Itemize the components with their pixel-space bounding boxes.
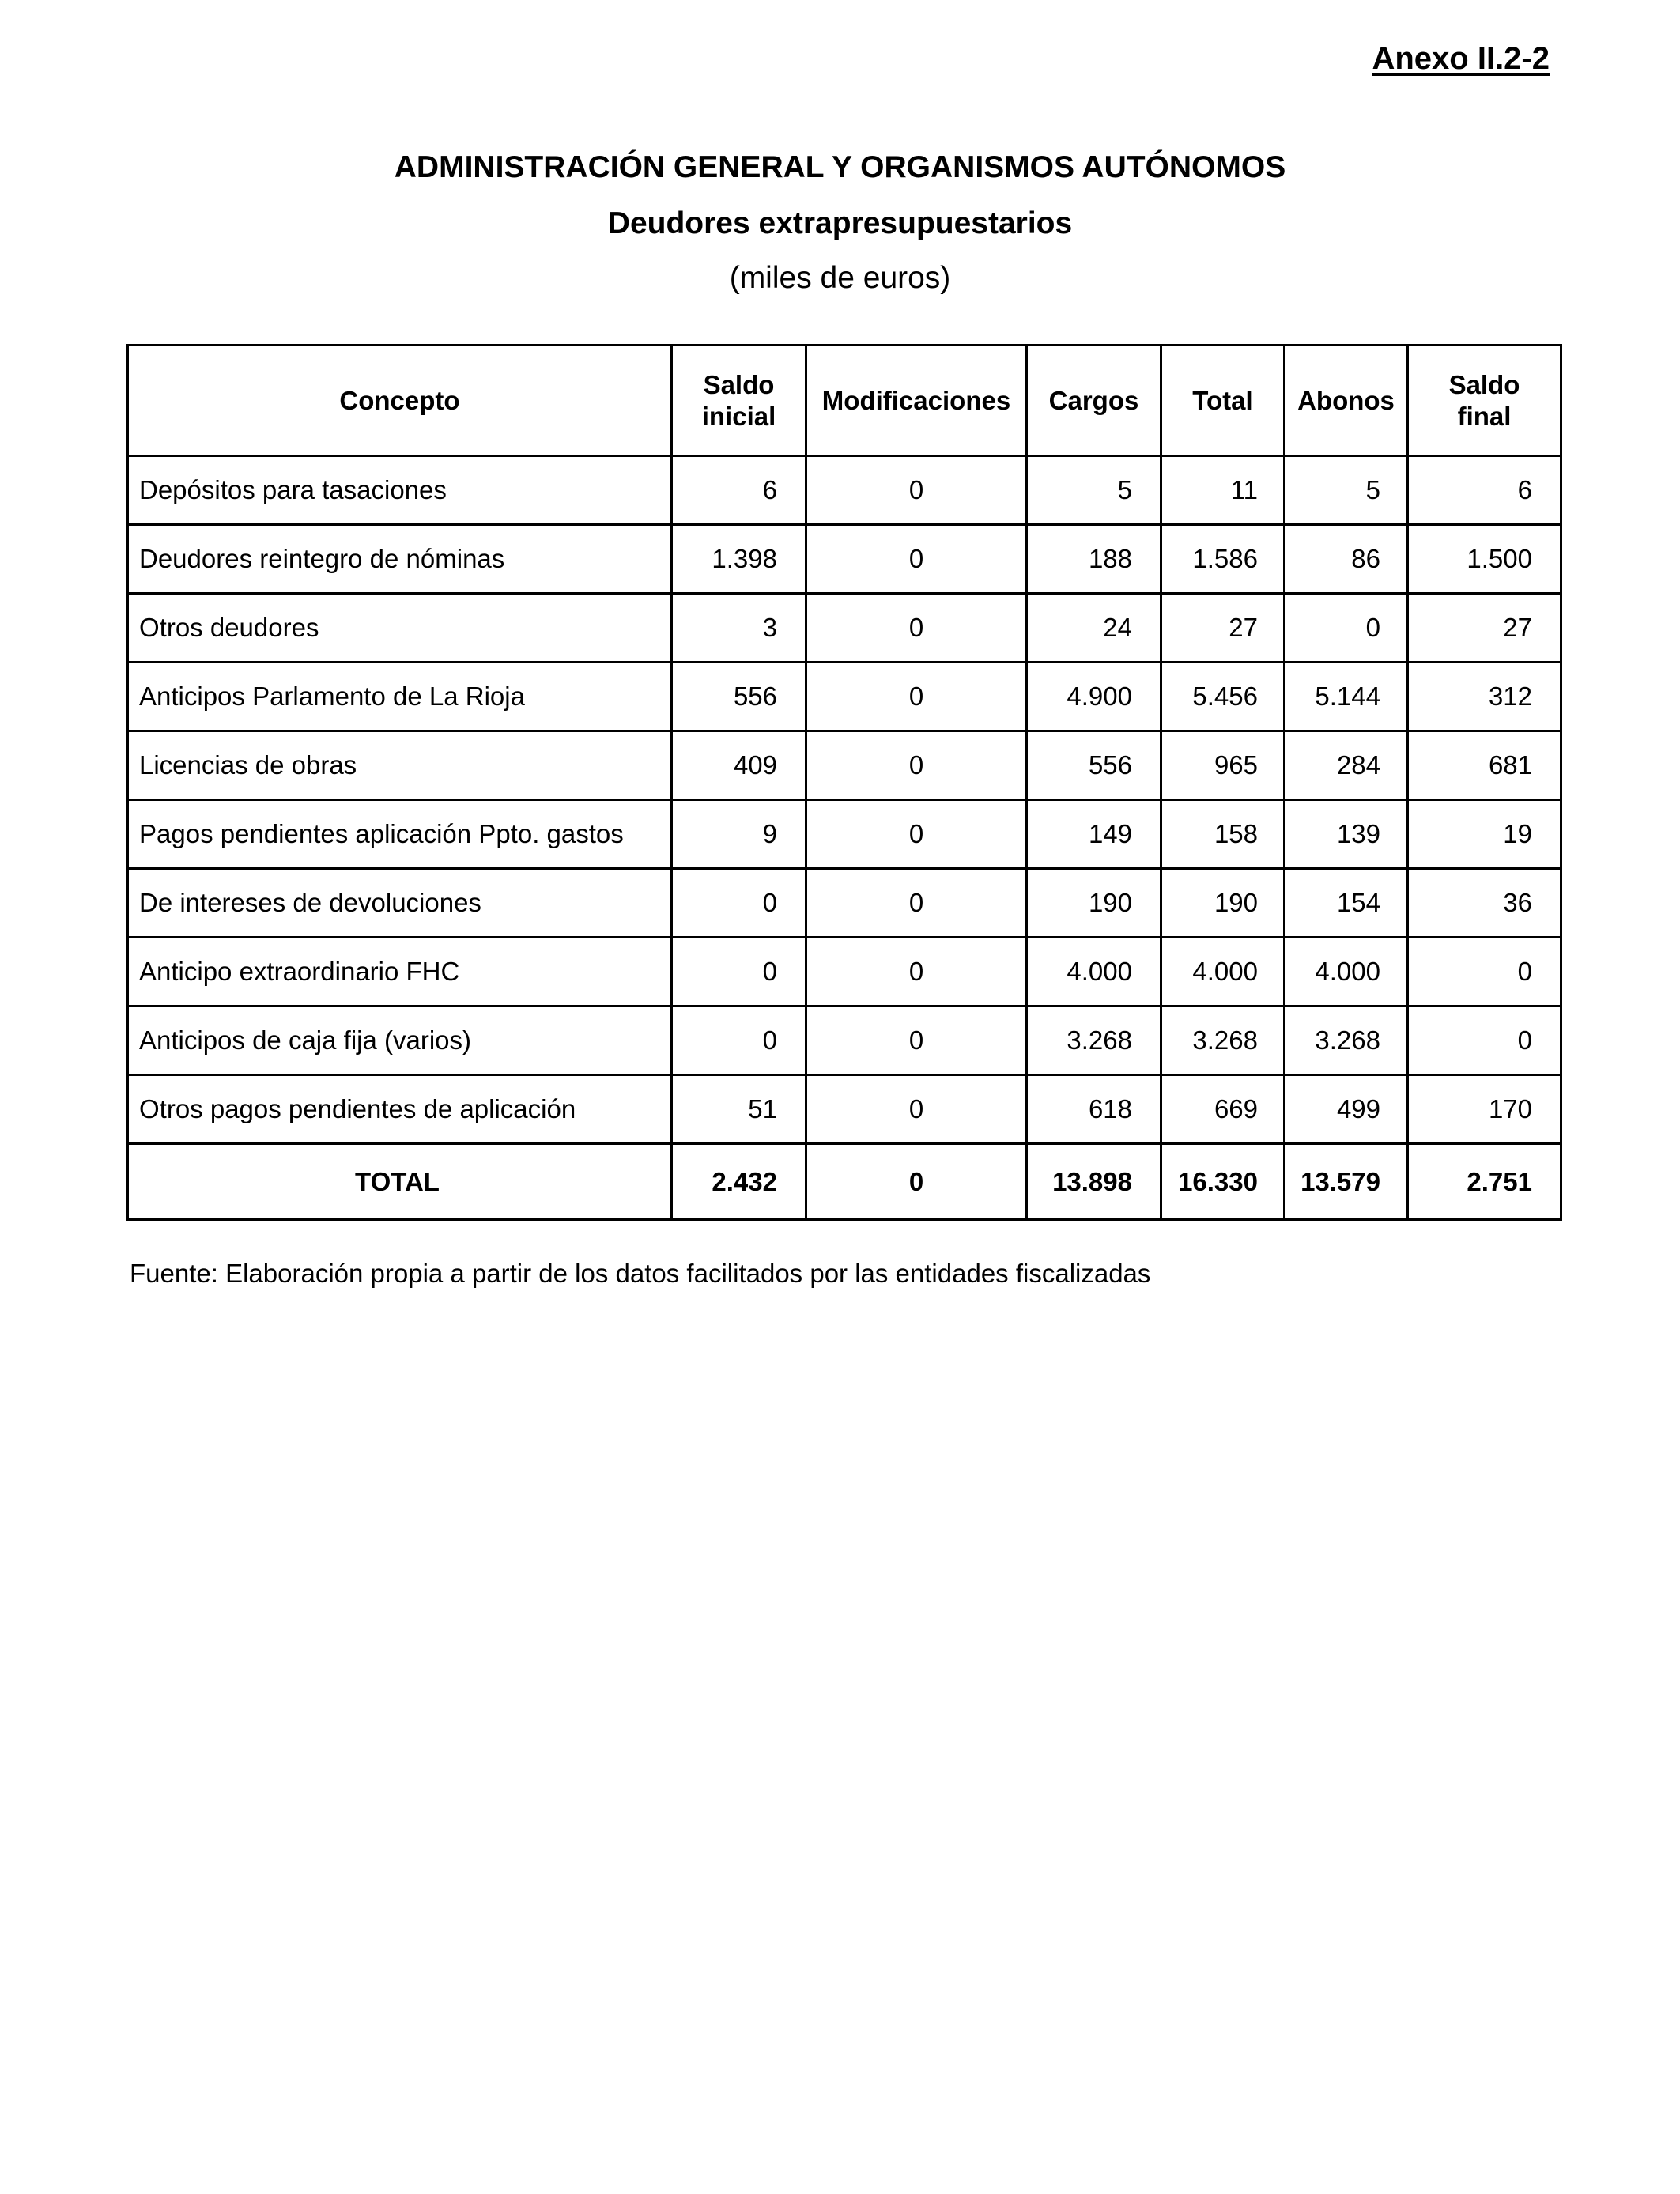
cell-credits: 3.268 [1285, 1006, 1408, 1075]
cell-modifications: 0 [806, 456, 1027, 525]
cell-credits: 284 [1285, 731, 1408, 800]
document-title: ADMINISTRACIÓN GENERAL Y ORGANISMOS AUTÓNOMOS [394, 150, 1286, 184]
cell-final: 1.500 [1408, 525, 1561, 594]
cell-final: 312 [1408, 663, 1561, 731]
header-initial-balance-line2: inicial [701, 401, 776, 431]
header-final-balance [1408, 346, 1561, 456]
cell-modifications: 0 [806, 594, 1027, 663]
cell-total: 5.456 [1161, 663, 1285, 731]
total-row [128, 1144, 1561, 1220]
cell-total: 669 [1161, 1075, 1285, 1144]
cell-charges: 188 [1027, 525, 1161, 594]
cell-credits: 5.144 [1285, 663, 1408, 731]
cell-charges: 149 [1027, 800, 1161, 869]
cell-modifications: 0 [806, 663, 1027, 731]
cell-initial: 1.398 [672, 525, 806, 594]
cell-initial: 556 [672, 663, 806, 731]
cell-total: 4.000 [1161, 938, 1285, 1006]
cell-final: 681 [1408, 731, 1561, 800]
header-initial-balance-line1: Saldo [703, 369, 775, 399]
cell-concept: Anticipo extraordinario FHC [128, 938, 672, 1006]
debtors-table [126, 344, 1562, 1221]
total-credits: 13.579 [1285, 1144, 1408, 1220]
table-row [128, 525, 1561, 594]
cell-charges: 3.268 [1027, 1006, 1161, 1075]
cell-concept: Deudores reintegro de nóminas [128, 525, 672, 594]
cell-concept: Otros deudores [128, 594, 672, 663]
cell-charges: 5 [1027, 456, 1161, 525]
cell-final: 36 [1408, 869, 1561, 938]
cell-charges: 190 [1027, 869, 1161, 938]
document-subtitle: Deudores extrapresupuestarios [607, 206, 1073, 240]
header-final-balance-line2: final [1457, 401, 1512, 431]
table-row [128, 731, 1561, 800]
table-row [128, 1006, 1561, 1075]
cell-final: 27 [1408, 594, 1561, 663]
table-row [128, 938, 1561, 1006]
cell-modifications: 0 [806, 938, 1027, 1006]
header-final-balance-line1: Saldo [1448, 369, 1520, 399]
cell-credits: 0 [1285, 594, 1408, 663]
total-final: 2.751 [1408, 1144, 1561, 1220]
cell-final: 0 [1408, 938, 1561, 1006]
cell-charges: 618 [1027, 1075, 1161, 1144]
cell-credits: 154 [1285, 869, 1408, 938]
total-initial: 2.432 [672, 1144, 806, 1220]
cell-charges: 556 [1027, 731, 1161, 800]
total-charges: 13.898 [1027, 1144, 1161, 1220]
cell-charges: 24 [1027, 594, 1161, 663]
cell-initial: 409 [672, 731, 806, 800]
cell-concept: Depósitos para tasaciones [128, 456, 672, 525]
cell-initial: 0 [672, 869, 806, 938]
header-modifications: Modificaciones [806, 346, 1027, 456]
cell-initial: 6 [672, 456, 806, 525]
table-row [128, 1075, 1561, 1144]
cell-concept: Pagos pendientes aplicación Ppto. gastos [128, 800, 672, 869]
cell-initial: 9 [672, 800, 806, 869]
table-row [128, 663, 1561, 731]
header-total: Total [1161, 346, 1285, 456]
cell-total: 965 [1161, 731, 1285, 800]
total-label: TOTAL [128, 1144, 672, 1220]
table-row [128, 594, 1561, 663]
cell-total: 27 [1161, 594, 1285, 663]
units-note: (miles de euros) [729, 261, 951, 295]
cell-charges: 4.000 [1027, 938, 1161, 1006]
cell-total: 190 [1161, 869, 1285, 938]
table-row [128, 456, 1561, 525]
total-total: 16.330 [1161, 1144, 1285, 1220]
cell-final: 170 [1408, 1075, 1561, 1144]
cell-initial: 0 [672, 938, 806, 1006]
cell-total: 158 [1161, 800, 1285, 869]
cell-total: 3.268 [1161, 1006, 1285, 1075]
cell-modifications: 0 [806, 525, 1027, 594]
cell-modifications: 0 [806, 800, 1027, 869]
cell-modifications: 0 [806, 1075, 1027, 1144]
cell-initial: 0 [672, 1006, 806, 1075]
cell-initial: 51 [672, 1075, 806, 1144]
cell-total: 1.586 [1161, 525, 1285, 594]
cell-modifications: 0 [806, 869, 1027, 938]
cell-final: 19 [1408, 800, 1561, 869]
cell-concept: Anticipos Parlamento de La Rioja [128, 663, 672, 731]
header-row [128, 346, 1561, 456]
cell-modifications: 0 [806, 1006, 1027, 1075]
cell-concept: De intereses de devoluciones [128, 869, 672, 938]
header-credits: Abonos [1285, 346, 1408, 456]
cell-credits: 139 [1285, 800, 1408, 869]
total-modifications: 0 [806, 1144, 1027, 1220]
cell-credits: 86 [1285, 525, 1408, 594]
table-row [128, 869, 1561, 938]
source-note: Fuente: Elaboración propia a partir de los datos facilitados por las entidades fiscalizadas [130, 1259, 1151, 1288]
cell-concept: Otros pagos pendientes de aplicación [128, 1075, 672, 1144]
cell-final: 0 [1408, 1006, 1561, 1075]
header-concept: Concepto [128, 346, 672, 456]
header-charges: Cargos [1027, 346, 1161, 456]
cell-concept: Anticipos de caja fija (varios) [128, 1006, 672, 1075]
cell-charges: 4.900 [1027, 663, 1161, 731]
table-row [128, 800, 1561, 869]
cell-final: 6 [1408, 456, 1561, 525]
cell-credits: 499 [1285, 1075, 1408, 1144]
header-initial-balance [672, 346, 806, 456]
cell-total: 11 [1161, 456, 1285, 525]
cell-concept: Licencias de obras [128, 731, 672, 800]
cell-modifications: 0 [806, 731, 1027, 800]
cell-initial: 3 [672, 594, 806, 663]
annex-label: Anexo II.2-2 [1372, 41, 1550, 76]
cell-credits: 5 [1285, 456, 1408, 525]
cell-credits: 4.000 [1285, 938, 1408, 1006]
